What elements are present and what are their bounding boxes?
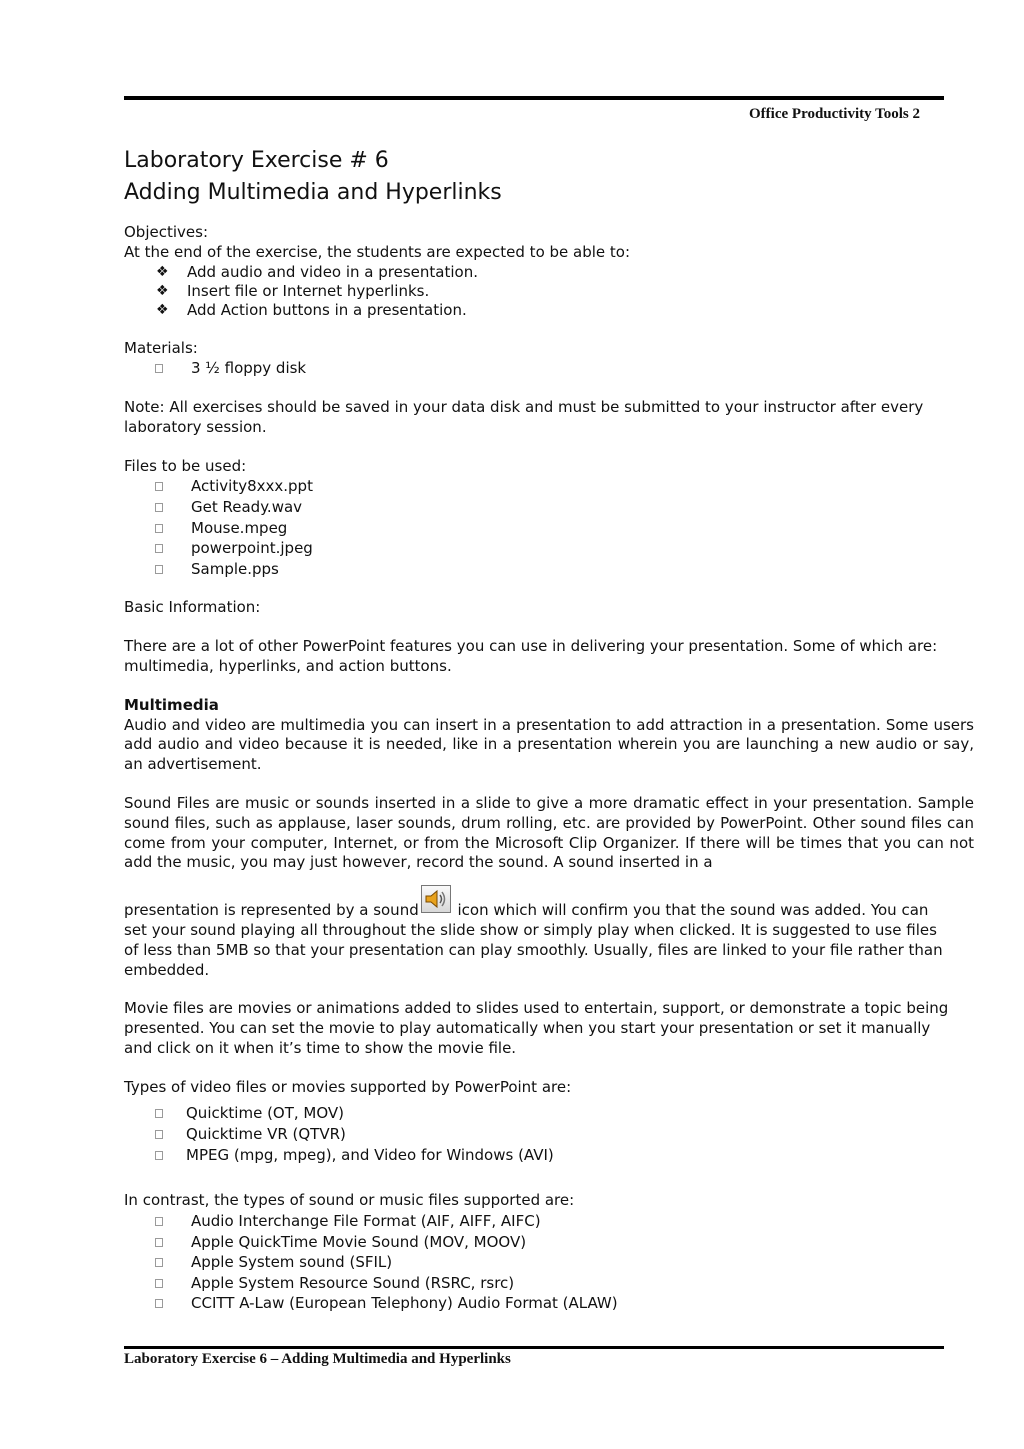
- square-bullet-icon: [155, 482, 163, 491]
- list-item: ❖ Add Action buttons in a presentation.: [156, 300, 467, 319]
- list-item: Quicktime VR (QTVR): [124, 1124, 974, 1145]
- sound-icon-line: presentation is represented by a sound icon which will confirm you that the sound was added. You can: [124, 885, 974, 921]
- list-item: ❖ Add audio and video in a presentation.: [156, 262, 478, 281]
- files-heading: Files to be used:: [124, 456, 247, 475]
- materials-heading: Materials:: [124, 338, 198, 357]
- list-item: 3 ½ floppy disk: [124, 358, 974, 379]
- movie-files-paragraph: Movie files are movies or animations added to slides used to entertain, support, or demonstrate a topic being presented. You can set the movie to play automatically when you start your presentation or set it manually and click on it when it’s time to show the movie file.: [124, 999, 949, 1057]
- basic-info-heading: Basic Information:: [124, 598, 261, 617]
- sound-types-intro: In contrast, the types of sound or music files supported are:: [124, 1191, 575, 1210]
- note-paragraph: Note: All exercises should be saved in your data disk and must be submitted to your instructor after every laboratory session.: [124, 397, 924, 436]
- list-item: powerpoint.jpeg: [124, 538, 974, 559]
- diamond-bullet-icon: ❖: [156, 263, 169, 280]
- list-item: Get Ready.wav: [124, 497, 974, 518]
- multimedia-paragraph-1: Audio and video are multimedia you can insert in a presentation to add attraction in a presentation. Some users add audio and video because it is needed, like in a presentation wherein you are launching a new audio or say, an advertisement.: [124, 715, 974, 774]
- diamond-bullet-icon: ❖: [156, 301, 169, 318]
- square-bullet-icon: [155, 1109, 163, 1118]
- square-bullet-icon: [155, 524, 163, 533]
- files-list: [124, 476, 974, 579]
- square-bullet-icon: [155, 544, 163, 553]
- square-bullet-icon: [155, 1279, 163, 1288]
- list-item: Mouse.mpeg: [124, 518, 974, 539]
- square-bullet-icon: [155, 1151, 163, 1160]
- list-item: Apple System sound (SFIL): [124, 1252, 974, 1273]
- header-course: Office Productivity Tools 2: [749, 106, 920, 122]
- square-bullet-icon: [155, 1258, 163, 1267]
- video-types-list: [124, 1103, 974, 1165]
- square-bullet-icon: [155, 1217, 163, 1226]
- title-line-1: Laboratory Exercise # 6: [124, 148, 389, 173]
- list-item: CCITT A-Law (European Telephony) Audio Format (ALAW): [124, 1293, 974, 1314]
- basic-info-paragraph: There are a lot of other PowerPoint features you can use in delivering your presentation. Some of which are: multimedia, hyperlinks, and action buttons.: [124, 637, 938, 675]
- header-rule: [124, 96, 944, 100]
- video-types-intro: Types of video files or movies supported by PowerPoint are:: [124, 1077, 572, 1096]
- footer-rule: [124, 1346, 944, 1349]
- multimedia-heading: Multimedia: [124, 695, 219, 714]
- square-bullet-icon: [155, 503, 163, 512]
- square-bullet-icon: [155, 364, 163, 373]
- objectives-heading: Objectives:: [124, 223, 208, 241]
- title-line-2: Adding Multimedia and Hyperlinks: [124, 180, 502, 205]
- sound-types-list: [124, 1211, 974, 1314]
- list-item: Apple System Resource Sound (RSRC, rsrc): [124, 1273, 974, 1294]
- list-item: Activity8xxx.ppt: [124, 476, 974, 497]
- square-bullet-icon: [155, 1130, 163, 1139]
- objectives-list: [124, 263, 974, 320]
- list-item: Apple QuickTime Movie Sound (MOV, MOOV): [124, 1232, 974, 1253]
- document-body: [124, 145, 974, 1314]
- footer-text: Laboratory Exercise 6 – Adding Multimedia and Hyperlinks: [124, 1351, 511, 1367]
- square-bullet-icon: [155, 565, 163, 574]
- list-item: ❖ Insert file or Internet hyperlinks.: [156, 281, 430, 300]
- sound-files-paragraph: Sound Files are music or sounds inserted in a slide to give a more dramatic effect in your presentation. Sample sound files, such as applause, laser sounds, drum rolling, etc. are provided by PowerPoint. Other sound files can come from your computer, Internet, or from the Microsoft Clip Organizer. If there will be times that you can not add the music, you may just however, record the sound. A sound inserted in a: [124, 793, 974, 872]
- list-item: MPEG (mpg, mpeg), and Video for Windows (AVI): [124, 1145, 974, 1166]
- list-item: Quicktime (OT, MOV): [124, 1103, 974, 1124]
- speaker-icon: [421, 885, 451, 913]
- square-bullet-icon: [155, 1238, 163, 1247]
- list-item: Sample.pps: [124, 559, 974, 580]
- sound-files-paragraph-cont: set your sound playing all throughout the slide show or simply play when clicked. It is suggested to use files of less than 5MB so that your presentation can play smoothly. Usually, files are linked to your file rather than embedded.: [124, 920, 943, 979]
- diamond-bullet-icon: ❖: [156, 282, 169, 299]
- list-item: Audio Interchange File Format (AIF, AIFF, AIFC): [124, 1211, 974, 1232]
- objectives-intro: At the end of the exercise, the students are expected to be able to:: [124, 242, 631, 261]
- square-bullet-icon: [155, 1299, 163, 1308]
- materials-list: [124, 358, 974, 379]
